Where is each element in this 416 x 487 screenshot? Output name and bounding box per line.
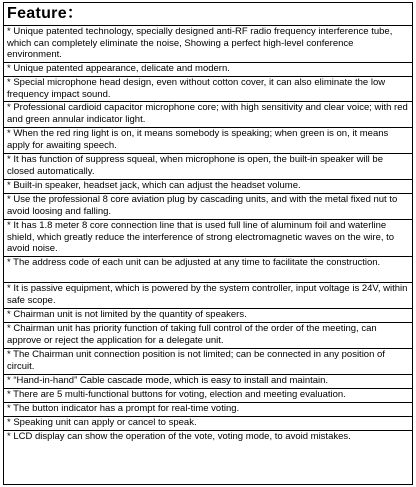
feature-row: * Chairman unit is not limited by the quantity of speakers. xyxy=(4,309,412,323)
feature-row: * Professional cardioid capacitor microphone core; with high sensitivity and clear voice; with red and green annular indicator light. xyxy=(4,102,412,128)
feature-row: * The address code of each unit can be adjusted at any time to facilitate the construction. xyxy=(4,257,412,283)
feature-row: * It is passive equipment, which is powered by the system controller, input voltage is 24V, within safe scope. xyxy=(4,283,412,309)
feature-row: * The Chairman unit connection position is not limited; can be connected in any position of circuit. xyxy=(4,349,412,375)
feature-row: * LCD display can show the operation of the vote, voting mode, to avoid mistakes. xyxy=(7,431,351,442)
feature-row: * Speaking unit can apply or cancel to speak. xyxy=(4,417,412,431)
feature-heading: Feature： xyxy=(4,3,412,26)
feature-row: * Use the professional 8 core aviation plug by cascading units, and with the metal fixed nut to avoid loosing and falling. xyxy=(4,194,412,220)
feature-row: * Special microphone head design, even without cotton cover, it can also eliminate the low frequency impact sound. xyxy=(4,77,412,102)
feature-row: * Chairman unit has priority function of taking full control of the order of the meeting, can approve or reject the application for a delegate unit. xyxy=(4,323,412,349)
feature-row: * The button indicator has a prompt for real-time voting. xyxy=(4,403,412,417)
feature-row: * When the red ring light is on, it means somebody is speaking; when green is on, it means apply for awaiting speech. xyxy=(4,128,412,154)
feature-row: * There are 5 multi-functional buttons for voting, election and meeting evaluation. xyxy=(4,389,412,403)
feature-row: * Built-in speaker, headset jack, which can adjust the headset volume. xyxy=(4,180,412,194)
feature-row: * “Hand-in-hand” Cable cascade mode, which is easy to install and maintain. xyxy=(4,375,412,389)
feature-row: * Unique patented technology, specially designed anti-RF radio frequency interference tube, which can completely eliminate the noise, Showing a perfect high-level conference environment. xyxy=(4,26,412,63)
feature-row: * Unique patented appearance, delicate and modern. xyxy=(4,63,412,77)
feature-table xyxy=(3,2,413,485)
feature-row: * It has function of suppress squeal, when microphone is open, the built-in speaker will be closed automatically. xyxy=(4,154,412,180)
feature-row: * It has 1.8 meter 8 core connection line that is used full line of aluminum foil and waterline shield, which greatly reduce the interference of strong electromagnetic waves on the wire, to avoid noise. xyxy=(4,220,412,257)
